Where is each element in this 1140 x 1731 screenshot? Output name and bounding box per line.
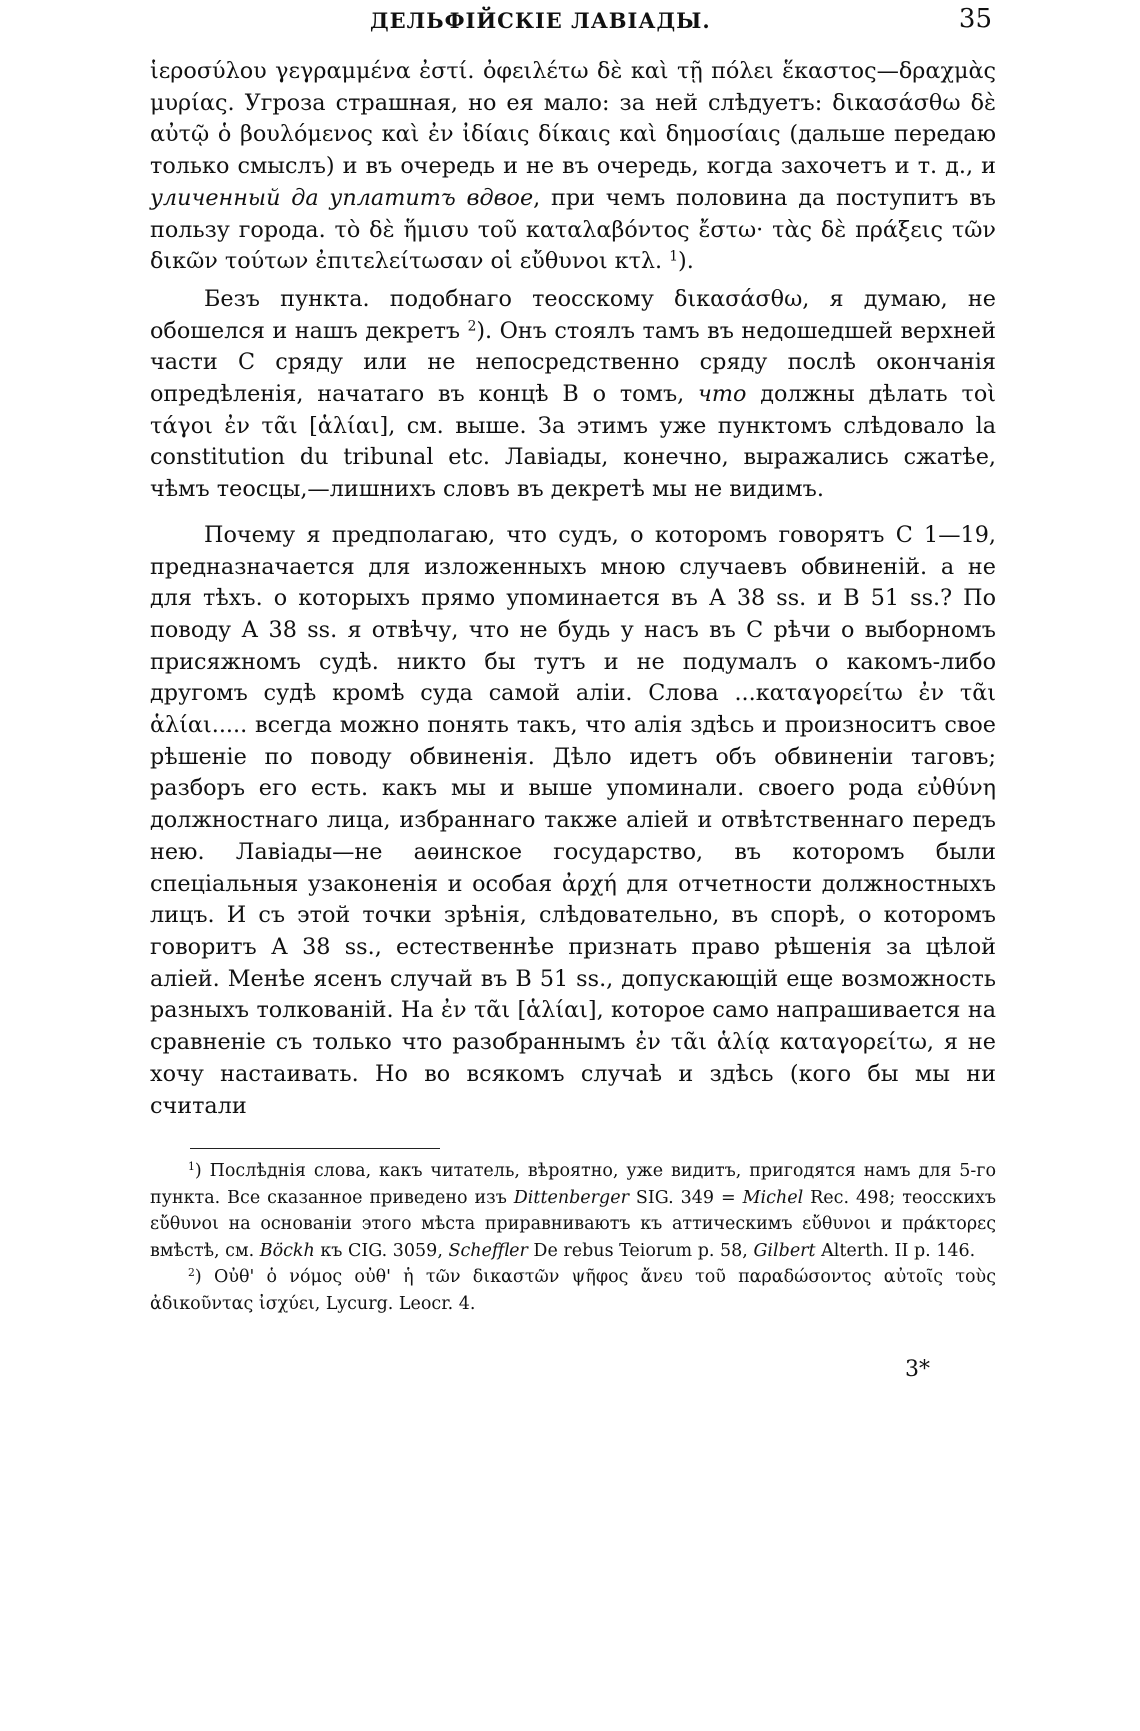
author-bockh: Böckh [259,1240,315,1261]
paragraph-1-part-d: ). [678,248,694,275]
running-title: ДЕЛЬФІЙСКІЕ ЛАВІАДЫ. [370,8,711,33]
author-michel: Michel [742,1187,804,1208]
footnote-1-part-f: Alterth. II p. 146. [815,1240,976,1261]
author-scheffler: Scheffler [448,1240,528,1261]
author-gilbert: Gilbert [753,1240,816,1261]
page-header [0,2,1140,42]
footnote-2-mark: 2 [188,1266,195,1280]
footnote-2 [150,1264,996,1317]
paragraph-1-part-c: , при чемъ половина да поступитъ въ пользу города. τὸ δὲ ἥμισυ τοῦ καταλαβόντος ἔστω· τὰς δὲ πράξεις τῶν δικῶν τούτων ἐπιτελείτωσαν οἱ εὔθυνοι κτλ. [150,184,996,275]
main-text [150,56,996,1122]
footnote-1-part-c: Rec. 498; теосскихъ εὔθυνοι на основаніи этого мѣста приравниваютъ къ аттическимъ εὔθυνοι и πράκτορες вмѣстѣ, см. [150,1187,997,1261]
author-dittenberger: Dittenberger [513,1187,629,1208]
footnote-divider [190,1148,440,1149]
paragraph-1 [150,56,996,278]
paragraph-2 [150,284,996,506]
paragraph-2-part-a: Безъ пункта. подобнаго теосскому δικασάσθω, я думаю, не обошелся и нашъ декретъ [150,285,996,344]
footnote-1-part-a: ) Послѣднія слова, какъ читатель, вѣроятно, уже видитъ, пригодятся намъ для 5-го пункта. Все сказанное приведено изъ [150,1161,996,1208]
footnote-1-part-e: De rebus Teiorum p. 58, [527,1240,754,1261]
paragraph-3: Почему я предполагаю, что судъ, о которомъ говорятъ С 1—19, предназначается для изложенныхъ мною случаевъ обвиненій. а не для тѣхъ. о которыхъ прямо упоминается въ А 38 ss. и В 51 ss.? По поводу А 38 ss. я отвѣчу, что не будь у насъ въ С рѣчи о выборномъ присяжномъ судѣ. никто бы тутъ и не подумалъ о какомъ-либо другомъ судѣ кромѣ суда самой аліи. Слова ...καταγορείτω ἐν τᾶι ἁλίαι..... всегда можно понять такъ, что алія здѣсь и произноситъ свое рѣшеніе по поводу обвиненія. Дѣло идетъ объ обвиненіи таговъ; разборъ его есть. какъ мы и выше упоминали. своего рода εὐθύνη должностнаго лица, избраннаго также аліей и отвѣтственнаго передъ нею. Лавіады—не аѳинское государство, въ которомъ были спеціальныя узаконенія и особая ἀρχή для отчетности должностныхъ лицъ. И съ этой точки зрѣнія, слѣдовательно, въ спорѣ, о которомъ говоритъ А 38 ss., естественнѣе признать право рѣшенія за цѣлой аліей. Менѣе ясенъ случай въ В 51 ss., допускающій еще возможность разныхъ толкованій. На ἐν τᾶι [ἁλίαι], которое само напрашивается на сравненіе съ только что разобраннымъ ἐν τᾶι ἁλίᾳ καταγορείτω, я не хочу настаивать. Но во всякомъ случаѣ и здѣсь (кого бы мы ни считали [150,521,996,1119]
footnote-1-mark: 1 [188,1160,195,1174]
footnote-ref-1: 1 [669,248,679,265]
footnote-1 [150,1158,996,1264]
footnote-2-text: ) Οὐθ' ὁ νόμος οὐθ' ἡ τῶν δικαστῶν ψῆφος ἄνευ τοῦ παραδώσοντος αὐτοῖς τοὺς ἀδικοῦντας ἰσχύει, Lycurg. Leocr. 4. [150,1267,996,1314]
paragraph-2-part-b: ). Онъ стоялъ тамъ въ недошедшей верхней части С сряду или не непосредственно сряду послѣ окончанія опредѣленія, начатаго въ концѣ В о томъ, [150,317,996,408]
footnotes [150,1158,996,1317]
page-number: 35 [958,4,992,34]
footnote-ref-2: 2 [467,318,477,335]
paragraph-1-part-a: ἱεροσύλου γεγραμμένα ἐστί. ὀφειλέτω δὲ καὶ τῇ πόλει ἕκαστος—δραχμὰς μυρίας. Угроза страшная, но ея мало: за ней слѣдуетъ: δικασάσθω δὲ αὐτῷ ὁ βουλόμενος καὶ ἐν ἰδίαις δίκαις καὶ δημοσίαις (дальше передаю только смыслъ) и въ очередь и не въ очередь, когда захочетъ и т. д., и [150,58,996,180]
footnote-1-part-b: SIG. 349 = [628,1187,743,1208]
signature-mark: 3* [905,1357,930,1382]
paragraph-2-emphasis: что [698,381,747,408]
paragraph-1-emphasis: уличенный да уплатитъ вдвое [150,184,534,211]
footnote-1-part-d: къ CIG. 3059, [314,1240,449,1261]
paragraph-2-part-d: должны дѣлать τοὶ τάγοι ἐν τᾶι [ἁλίαι], см. выше. За этимъ уже пунктомъ слѣдовало la constitution du tribunal etc. Лавіады, конечно, выражались сжатѣе, чѣмъ теосцы,—лишнихъ словъ въ декретѣ мы не видимъ. [150,381,996,503]
